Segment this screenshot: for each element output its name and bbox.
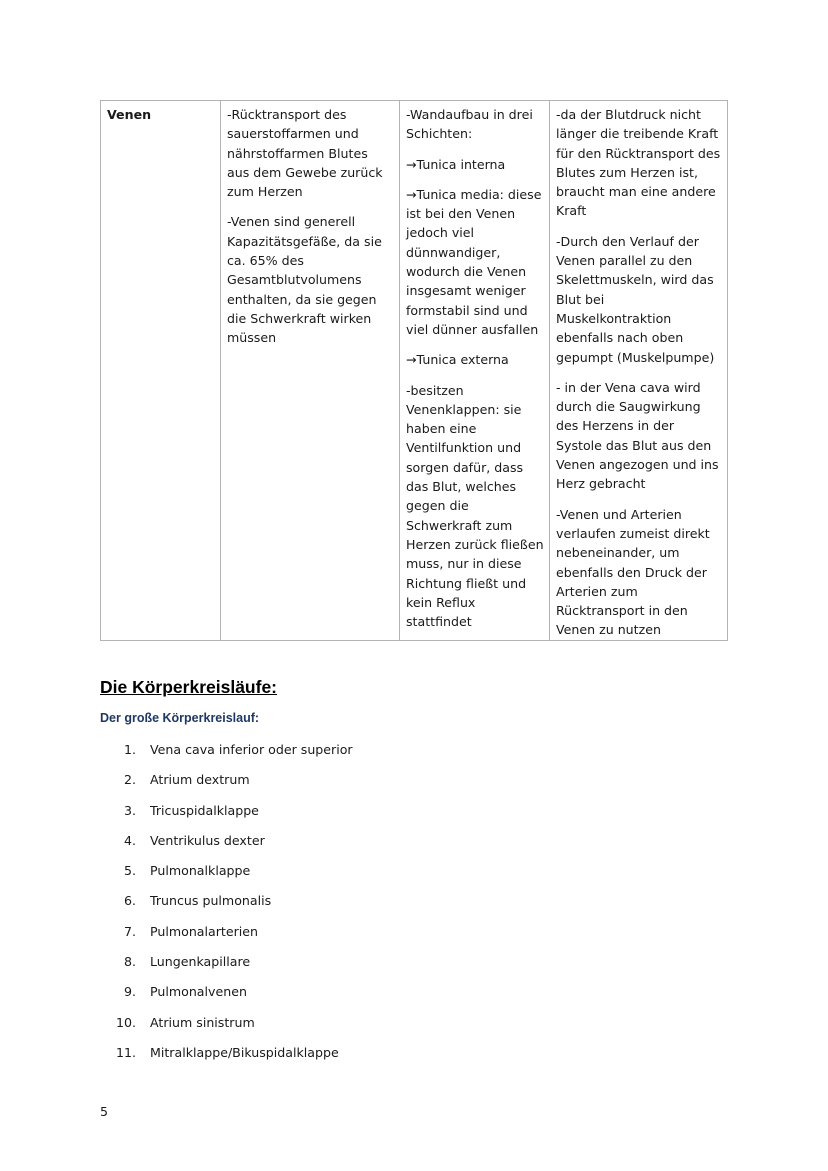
list-text: Lungenkapillare: [150, 954, 251, 970]
list-item: [100, 801, 353, 831]
list-number: 7.: [123, 923, 136, 939]
cell-paragraph: →Tunica interna: [406, 156, 506, 172]
list-number: 1.: [123, 742, 136, 757]
list-item: [100, 740, 353, 770]
list-text: Mitralklappe/Bikuspidalklappe: [150, 1044, 339, 1060]
structure-cell: [400, 101, 550, 641]
cell-paragraph: -Wandaufbau in drei Schichten:: [406, 107, 533, 142]
list-text: Ventrikulus dexter: [150, 832, 265, 848]
return-transport-cell: [550, 101, 728, 641]
section-heading: Die Körperkreisläufe:: [100, 677, 278, 697]
cell-paragraph: -da der Blutdruck nicht länger die treibende Kraft für den Rücktransport des Blutes zum Herzen ist, braucht man eine andere Kraft: [556, 107, 721, 219]
venen-table: [100, 100, 728, 641]
cell-paragraph: -Rücktransport des sauerstoffarmen und nährstoffarmen Blutes aus dem Gewebe zurück zum Herzen: [227, 107, 383, 200]
row-label-cell: [101, 101, 221, 641]
function-cell: [221, 101, 400, 641]
list-item: [100, 861, 353, 891]
list-number: 6.: [123, 893, 136, 909]
list-item: [100, 982, 353, 1012]
list-text: Atrium sinistrum: [150, 1014, 255, 1030]
cell-paragraph: -besitzen Venenklappen: sie haben eine Ventilfunktion und sorgen dafür, dass das Blut, welches gegen die Schwerkraft zum Herzen zurück fließen muss, nur in diese Richtung fließt und kein Reflux stattfindet: [406, 382, 544, 630]
list-item: [100, 952, 353, 982]
list-item: [100, 831, 353, 861]
list-item: [100, 922, 353, 952]
cell-paragraph: - in der Vena cava wird durch die Saugwirkung des Herzens in der Systole das Blut aus den Venen angezogen und ins Herz gebracht: [556, 379, 719, 492]
list-text: Pulmonalklappe: [150, 863, 251, 879]
list-item: [100, 891, 353, 921]
section-subheading: Der große Körperkreislauf:: [100, 711, 260, 725]
list-text: Vena cava inferior oder superior: [150, 742, 353, 757]
list-text: Pulmonalarterien: [150, 923, 259, 939]
list-text: Pulmonalvenen: [150, 984, 247, 1000]
circulation-step-list: [100, 740, 353, 1073]
list-number: 3.: [123, 802, 136, 818]
list-number: 8.: [123, 954, 136, 970]
list-text: Atrium dextrum: [150, 772, 250, 788]
row-label: Venen: [107, 107, 152, 122]
list-number: 11.: [115, 1044, 136, 1060]
cell-paragraph: -Venen und Arterien verlaufen zumeist direkt nebeneinander, um ebenfalls den Druck der Arterien zum Rücktransport in den Venen zu nutzen: [556, 506, 710, 638]
list-text: Truncus pulmonalis: [150, 893, 272, 909]
list-item: [100, 770, 353, 800]
list-number: 10.: [115, 1014, 136, 1030]
cell-paragraph: -Venen sind generell Kapazitätsgefäße, da sie ca. 65% des Gesamtblutvolumens enthalten, da sie gegen die Schwerkraft wirken müssen: [227, 214, 382, 346]
list-item: [100, 1043, 353, 1073]
table-row: [101, 101, 728, 641]
list-text: Tricuspidalklappe: [150, 802, 259, 818]
list-item: [100, 1013, 353, 1043]
cell-paragraph: →Tunica media: diese ist bei den Venen jedoch viel dünnwandiger, wodurch die Venen insgesamt weniger formstabil sind und viel dünner ausfallen: [406, 186, 542, 337]
page-number: 5: [100, 1104, 109, 1119]
cell-paragraph: -Durch den Verlauf der Venen parallel zu den Skelettmuskeln, wird das Blut bei Muskelkontraktion ebenfalls nach oben gepumpt (Muskelpumpe): [556, 233, 715, 365]
list-number: 2.: [123, 772, 136, 788]
list-number: 9.: [123, 984, 136, 1000]
list-number: 5.: [123, 863, 136, 879]
cell-paragraph: →Tunica externa: [406, 352, 509, 368]
list-number: 4.: [123, 832, 136, 848]
